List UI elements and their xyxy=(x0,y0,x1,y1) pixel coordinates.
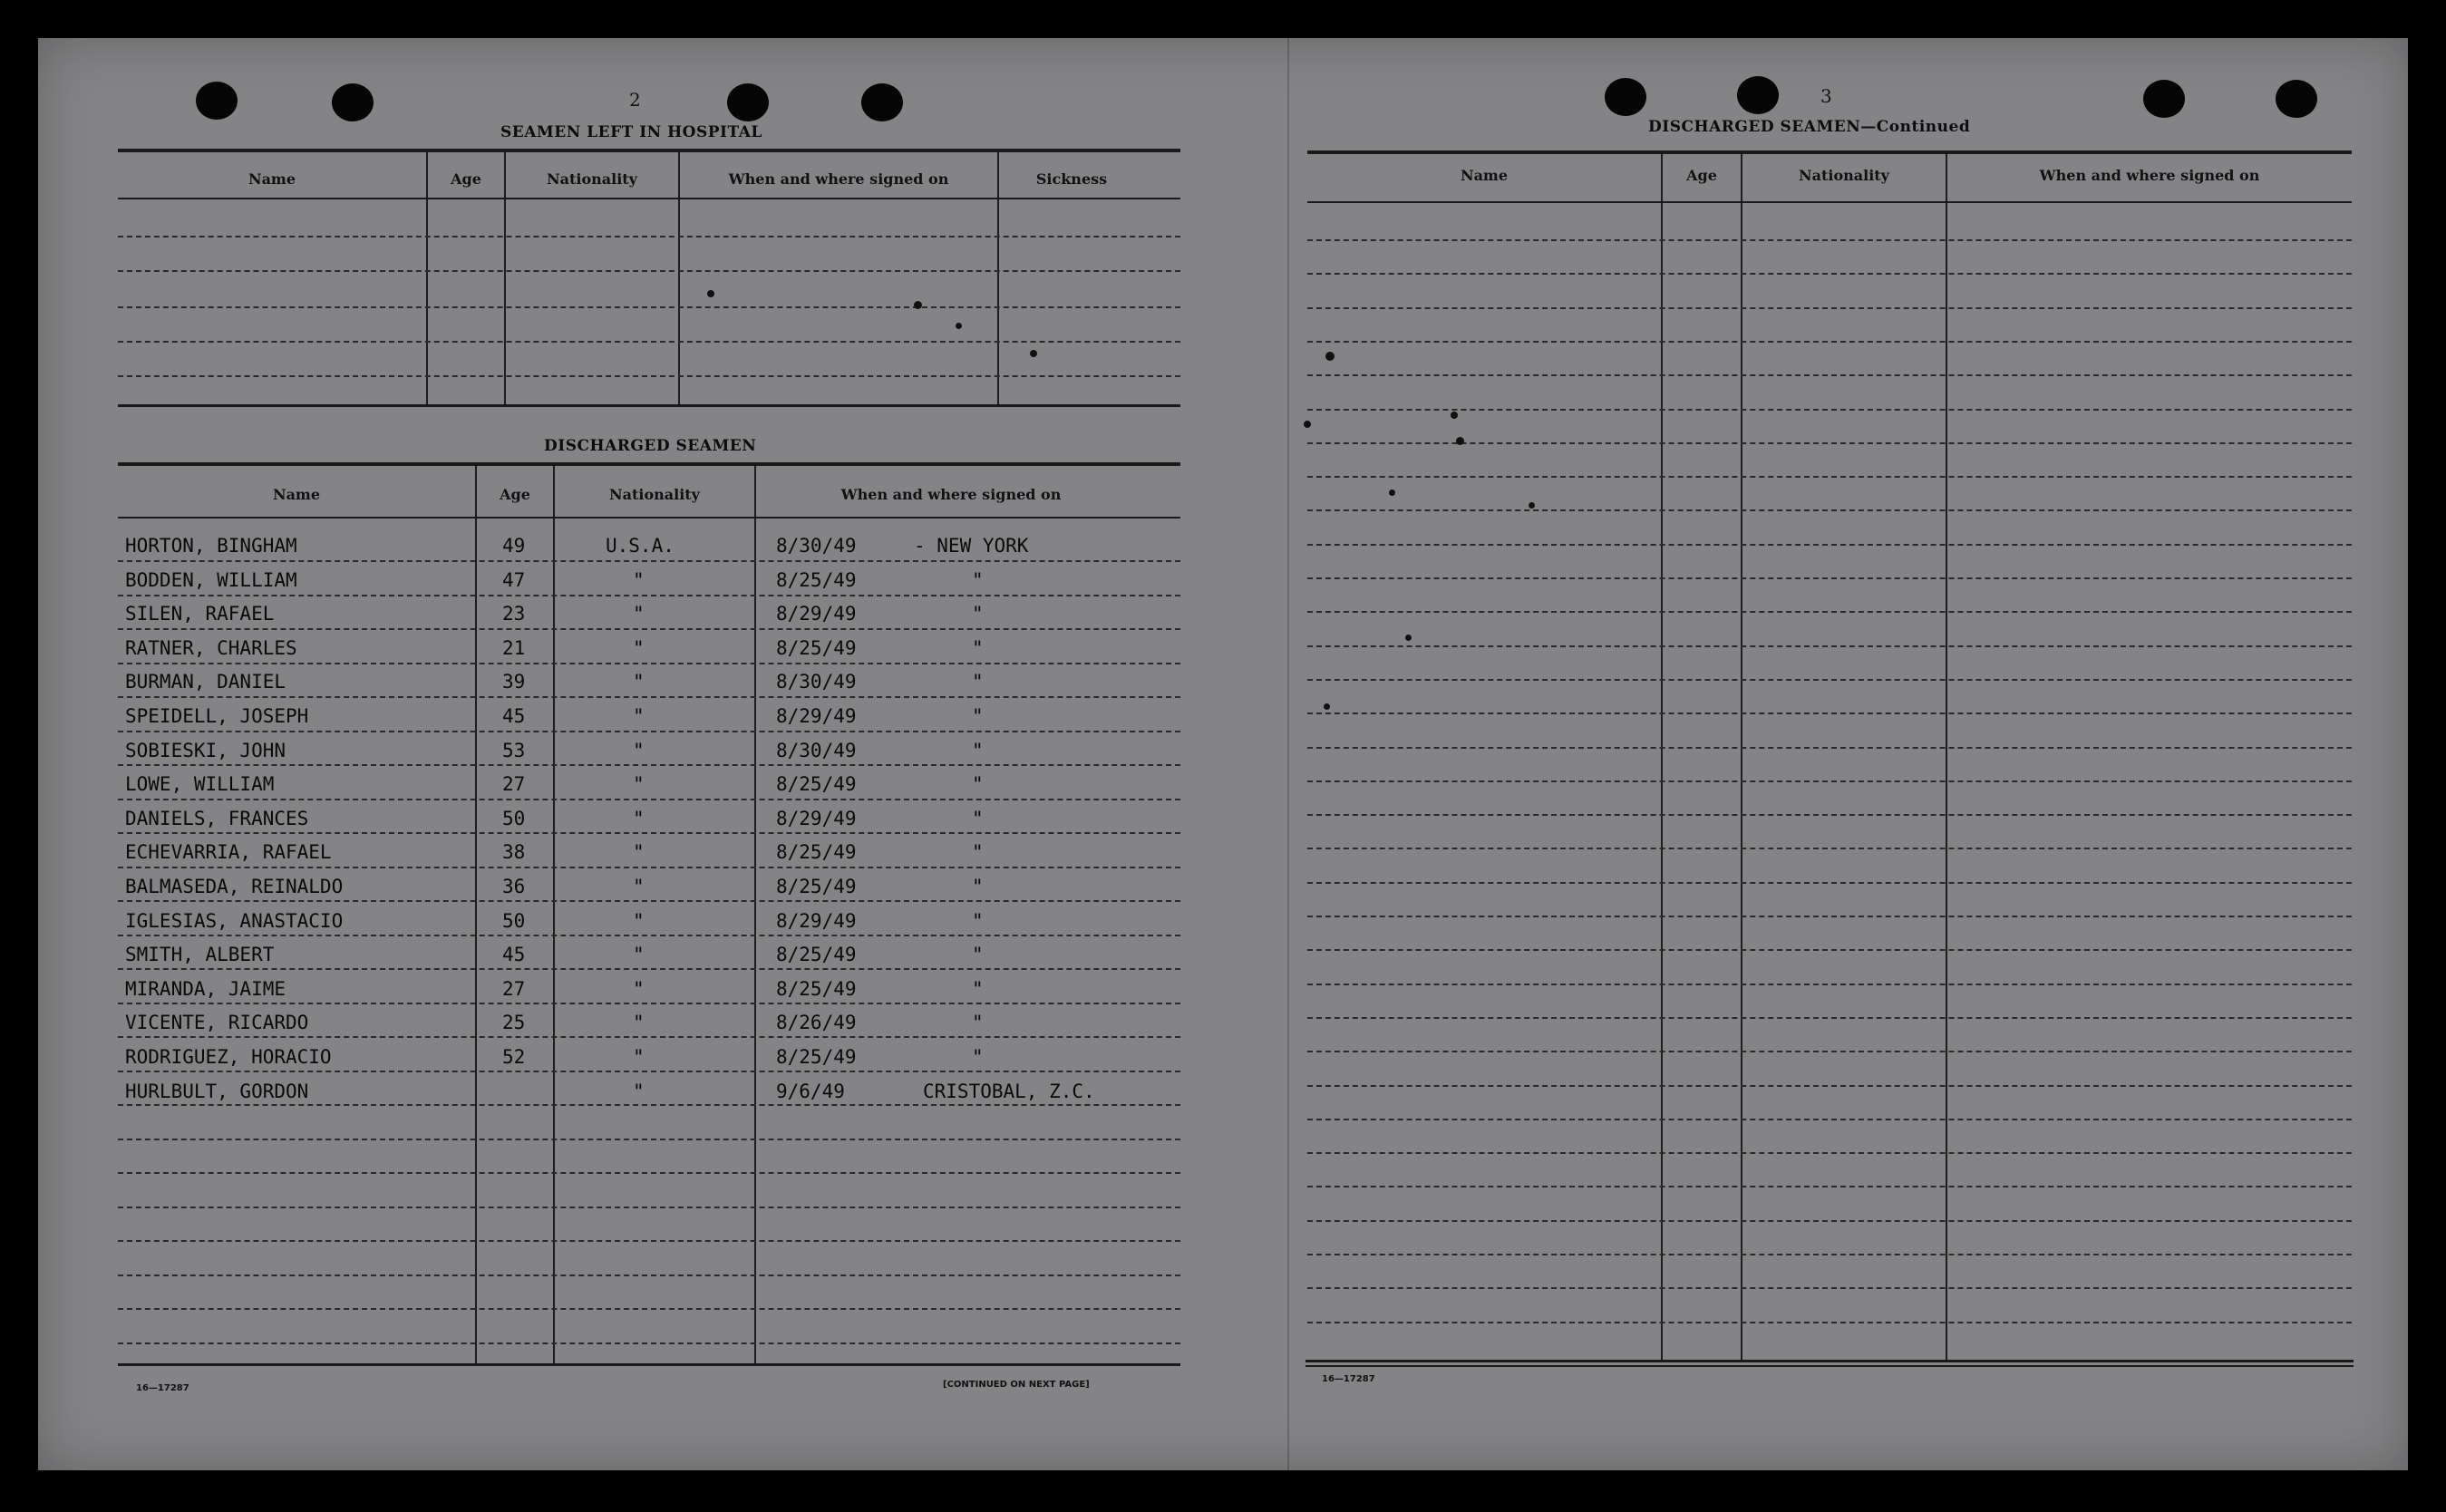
seaman-nationality: " xyxy=(633,1046,645,1068)
hospital-row-line xyxy=(118,236,1180,237)
right-row-line xyxy=(1307,442,2352,444)
seaman-signed-place: " xyxy=(972,841,984,863)
punch-hole xyxy=(727,83,769,121)
right-row-line xyxy=(1307,882,2352,884)
seaman-signed-date: 8/25/49 xyxy=(776,876,857,897)
right-col-divider xyxy=(1946,154,1947,1360)
right-col-divider xyxy=(1741,154,1742,1360)
seaman-nationality: " xyxy=(633,705,645,727)
seaman-name: SPEIDELL, JOSEPH xyxy=(125,705,309,727)
right-row-line xyxy=(1307,916,2352,917)
ink-speck xyxy=(1456,437,1464,445)
right-header-signed-on: When and where signed on xyxy=(2039,167,2260,184)
discharged-header-name: Name xyxy=(272,486,321,503)
seaman-signed-place: " xyxy=(972,978,984,1000)
hospital-row-line xyxy=(118,270,1180,272)
seaman-nationality: " xyxy=(633,1012,645,1033)
seaman-nationality: " xyxy=(633,978,645,1000)
discharged-row-line xyxy=(118,1071,1180,1072)
right-top-rule xyxy=(1307,150,2352,154)
right-row-line xyxy=(1307,509,2352,511)
right-row-line xyxy=(1307,239,2352,241)
seaman-signed-date: 8/30/49 xyxy=(776,535,857,557)
seaman-name: LOWE, WILLIAM xyxy=(125,773,275,795)
seaman-signed-date: 8/25/49 xyxy=(776,569,857,591)
seaman-nationality: " xyxy=(633,1081,645,1102)
discharged-header-age: Age xyxy=(500,486,530,503)
right-section-title xyxy=(1648,118,1970,136)
seaman-age: 45 xyxy=(502,705,526,727)
seaman-signed-date: 8/29/49 xyxy=(776,808,857,829)
right-bottom-rule-2 xyxy=(1306,1365,2354,1367)
discharged-col-divider xyxy=(754,466,756,1365)
discharged-col-divider xyxy=(475,466,477,1365)
discharged-row-line xyxy=(118,731,1180,732)
seaman-age: 21 xyxy=(502,637,526,659)
hospital-col-divider xyxy=(426,152,428,406)
right-header-name: Name xyxy=(1460,167,1509,184)
discharged-row-line xyxy=(118,560,1180,562)
seaman-name: SMITH, ALBERT xyxy=(125,944,275,965)
seaman-signed-place: " xyxy=(972,910,984,932)
right-row-line xyxy=(1307,1287,2352,1289)
right-row-line xyxy=(1307,949,2352,951)
seaman-nationality: " xyxy=(633,910,645,932)
seaman-name: MIRANDA, JAIME xyxy=(125,978,286,1000)
right-row-line xyxy=(1307,341,2352,343)
hospital-col-divider xyxy=(997,152,999,406)
discharged-row-line xyxy=(118,867,1180,868)
seaman-age: 27 xyxy=(502,773,526,795)
seaman-age: 23 xyxy=(502,603,526,625)
punch-hole xyxy=(2276,80,2317,118)
seaman-age: 52 xyxy=(502,1046,526,1068)
punch-hole xyxy=(861,83,903,121)
right-row-line xyxy=(1307,476,2352,478)
discharged-row-line xyxy=(118,1139,1180,1140)
right-bottom-rule xyxy=(1306,1360,2354,1362)
seaman-signed-date: 9/6/49 xyxy=(776,1081,845,1102)
ink-speck xyxy=(1324,703,1330,710)
seaman-signed-place: " xyxy=(972,1012,984,1033)
seaman-signed-date: 8/25/49 xyxy=(776,944,857,965)
right-row-line xyxy=(1307,780,2352,782)
hospital-header-age: Age xyxy=(451,170,481,188)
right-row-line xyxy=(1307,273,2352,275)
seaman-signed-place: " xyxy=(972,740,984,761)
seaman-nationality: " xyxy=(633,876,645,897)
right-row-line xyxy=(1307,645,2352,647)
right-row-line xyxy=(1307,712,2352,714)
discharged-header-nationality: Nationality xyxy=(609,486,700,503)
seaman-name: BALMASEDA, REINALDO xyxy=(125,876,344,897)
seaman-signed-date: 8/30/49 xyxy=(776,671,857,693)
right-row-line xyxy=(1307,577,2352,579)
right-row-line xyxy=(1307,611,2352,613)
punch-hole xyxy=(332,83,374,121)
seaman-nationality: " xyxy=(633,841,645,863)
seaman-age: 45 xyxy=(502,944,526,965)
ink-speck xyxy=(1325,352,1335,361)
seaman-age: 53 xyxy=(502,740,526,761)
seaman-signed-place: " xyxy=(972,705,984,727)
right-row-line xyxy=(1307,984,2352,985)
seaman-signed-date: 8/25/49 xyxy=(776,978,857,1000)
discharged-row-line xyxy=(118,832,1180,834)
discharged-bottom-rule xyxy=(118,1363,1180,1366)
seaman-signed-date: 8/25/49 xyxy=(776,637,857,659)
right-row-line xyxy=(1307,747,2352,749)
right-row-line xyxy=(1307,1152,2352,1154)
right-header-nationality: Nationality xyxy=(1799,167,1889,184)
discharged-row-line xyxy=(118,663,1180,664)
form-number-right: 16—17287 xyxy=(1322,1374,1375,1384)
seaman-signed-place: " xyxy=(972,773,984,795)
discharged-row-line xyxy=(118,764,1180,766)
seaman-name: RATNER, CHARLES xyxy=(125,637,297,659)
seaman-nationality: " xyxy=(633,569,645,591)
seaman-name: SOBIESKI, JOHN xyxy=(125,740,286,761)
ink-speck xyxy=(707,290,714,297)
hospital-header-name: Name xyxy=(248,170,296,188)
seaman-name: DANIELS, FRANCES xyxy=(125,808,309,829)
punch-hole xyxy=(196,82,238,120)
ink-speck xyxy=(914,301,922,309)
right-row-line xyxy=(1307,814,2352,816)
right-row-line xyxy=(1307,1085,2352,1087)
hospital-header-nationality: Nationality xyxy=(547,170,637,188)
seaman-age: 25 xyxy=(502,1012,526,1033)
seaman-age: 38 xyxy=(502,841,526,863)
ink-speck xyxy=(1529,502,1535,509)
continued-note: [CONTINUED ON NEXT PAGE] xyxy=(943,1380,1090,1390)
ink-speck xyxy=(1451,412,1458,419)
hospital-bottom-rule xyxy=(118,404,1180,407)
discharged-row-line xyxy=(118,1240,1180,1242)
seaman-signed-place: " xyxy=(972,603,984,625)
right-row-line xyxy=(1307,1017,2352,1019)
seaman-nationality: " xyxy=(633,808,645,829)
hospital-row-line xyxy=(118,341,1180,343)
seaman-signed-place: - NEW YORK xyxy=(914,535,1029,557)
seaman-signed-place: " xyxy=(972,637,984,659)
ink-speck xyxy=(1030,350,1037,357)
seaman-signed-place: " xyxy=(972,569,984,591)
discharged-row-line xyxy=(118,1207,1180,1208)
right-col-divider xyxy=(1661,154,1663,1360)
punch-hole xyxy=(2143,80,2185,118)
seaman-signed-date: 8/29/49 xyxy=(776,910,857,932)
seaman-signed-date: 8/29/49 xyxy=(776,603,857,625)
right-row-line xyxy=(1307,1254,2352,1255)
seaman-nationality: " xyxy=(633,773,645,795)
right-row-line xyxy=(1307,374,2352,376)
discharged-section-title: DISCHARGED SEAMEN xyxy=(544,437,757,455)
right-row-line xyxy=(1307,848,2352,849)
seaman-signed-place: " xyxy=(972,671,984,693)
seaman-signed-place: " xyxy=(972,944,984,965)
discharged-row-line xyxy=(118,696,1180,698)
seaman-name: ECHEVARRIA, RAFAEL xyxy=(125,841,332,863)
right-title-suffix: —Continued xyxy=(1860,118,1971,136)
page-number-left: 2 xyxy=(629,89,641,111)
discharged-row-line xyxy=(118,968,1180,970)
seaman-signed-date: 8/26/49 xyxy=(776,1012,857,1033)
seaman-age: 27 xyxy=(502,978,526,1000)
right-row-line xyxy=(1307,307,2352,309)
right-row-line xyxy=(1307,409,2352,411)
form-number-left: 16—17287 xyxy=(136,1383,189,1393)
hospital-section-title: SEAMEN LEFT IN HOSPITAL xyxy=(500,123,762,141)
discharged-row-line xyxy=(118,900,1180,902)
discharged-row-line xyxy=(118,1036,1180,1038)
seaman-name: IGLESIAS, ANASTACIO xyxy=(125,910,344,932)
right-row-line xyxy=(1307,1119,2352,1120)
discharged-row-line xyxy=(118,935,1180,936)
discharged-row-line xyxy=(118,1104,1180,1106)
seaman-nationality: " xyxy=(633,671,645,693)
discharged-row-line xyxy=(118,1342,1180,1344)
seaman-signed-date: 8/29/49 xyxy=(776,705,857,727)
seaman-nationality: " xyxy=(633,944,645,965)
seaman-age: 50 xyxy=(502,910,526,932)
seaman-signed-date: 8/25/49 xyxy=(776,841,857,863)
discharged-header-rule xyxy=(118,517,1180,519)
page-fold xyxy=(1287,38,1289,1470)
right-row-line xyxy=(1307,1220,2352,1222)
right-header-age: Age xyxy=(1686,167,1717,184)
discharged-row-line xyxy=(118,799,1180,800)
discharged-row-line xyxy=(118,628,1180,630)
seaman-signed-place: CRISTOBAL, Z.C. xyxy=(923,1081,1095,1102)
right-row-line xyxy=(1307,1051,2352,1052)
seaman-age: 47 xyxy=(502,569,526,591)
seaman-nationality: U.S.A. xyxy=(606,535,675,557)
seaman-signed-date: 8/30/49 xyxy=(776,740,857,761)
seaman-nationality: " xyxy=(633,637,645,659)
seaman-name: RODRIGUEZ, HORACIO xyxy=(125,1046,332,1068)
punch-hole xyxy=(1605,78,1646,116)
seaman-signed-date: 8/25/49 xyxy=(776,773,857,795)
hospital-header-signed-on: When and where signed on xyxy=(728,170,949,188)
seaman-name: HORTON, BINGHAM xyxy=(125,535,297,557)
right-row-line xyxy=(1307,544,2352,546)
hospital-col-divider xyxy=(504,152,506,406)
ink-speck xyxy=(956,323,962,329)
discharged-row-line xyxy=(118,1003,1180,1004)
seaman-age: 50 xyxy=(502,808,526,829)
seaman-name: BURMAN, DANIEL xyxy=(125,671,286,693)
right-row-line xyxy=(1307,679,2352,681)
seaman-nationality: " xyxy=(633,603,645,625)
discharged-row-line xyxy=(118,1308,1180,1310)
hospital-row-line xyxy=(118,306,1180,308)
hospital-header-rule xyxy=(118,198,1180,199)
seaman-signed-place: " xyxy=(972,1046,984,1068)
seaman-name: HURLBULT, GORDON xyxy=(125,1081,309,1102)
discharged-header-signed-on: When and where signed on xyxy=(840,486,1062,503)
seaman-age: 36 xyxy=(502,876,526,897)
discharged-row-line xyxy=(118,1172,1180,1174)
hospital-col-divider xyxy=(678,152,680,406)
document-sheet xyxy=(38,38,2408,1470)
right-row-line xyxy=(1307,1322,2352,1323)
seaman-age: 39 xyxy=(502,671,526,693)
hospital-header-sickness: Sickness xyxy=(1035,170,1108,188)
punch-hole xyxy=(1737,76,1779,114)
discharged-col-divider xyxy=(553,466,555,1365)
discharged-row-line xyxy=(118,595,1180,596)
right-title-main: DISCHARGED SEAMEN xyxy=(1648,118,1861,136)
seaman-signed-place: " xyxy=(972,876,984,897)
seaman-signed-date: 8/25/49 xyxy=(776,1046,857,1068)
seaman-name: SILEN, RAFAEL xyxy=(125,603,275,625)
seaman-name: BODDEN, WILLIAM xyxy=(125,569,297,591)
hospital-top-rule xyxy=(118,149,1180,152)
seaman-signed-place: " xyxy=(972,808,984,829)
hospital-row-line xyxy=(118,375,1180,377)
seaman-nationality: " xyxy=(633,740,645,761)
ink-speck xyxy=(1304,421,1311,428)
seaman-name: VICENTE, RICARDO xyxy=(125,1012,309,1033)
right-row-line xyxy=(1307,1186,2352,1187)
seaman-age: 49 xyxy=(502,535,526,557)
right-header-rule xyxy=(1307,201,2352,203)
ink-speck xyxy=(1405,635,1412,641)
page-number-right: 3 xyxy=(1820,85,1832,107)
ink-speck xyxy=(1389,489,1395,496)
discharged-top-rule xyxy=(118,462,1180,466)
discharged-row-line xyxy=(118,1275,1180,1276)
